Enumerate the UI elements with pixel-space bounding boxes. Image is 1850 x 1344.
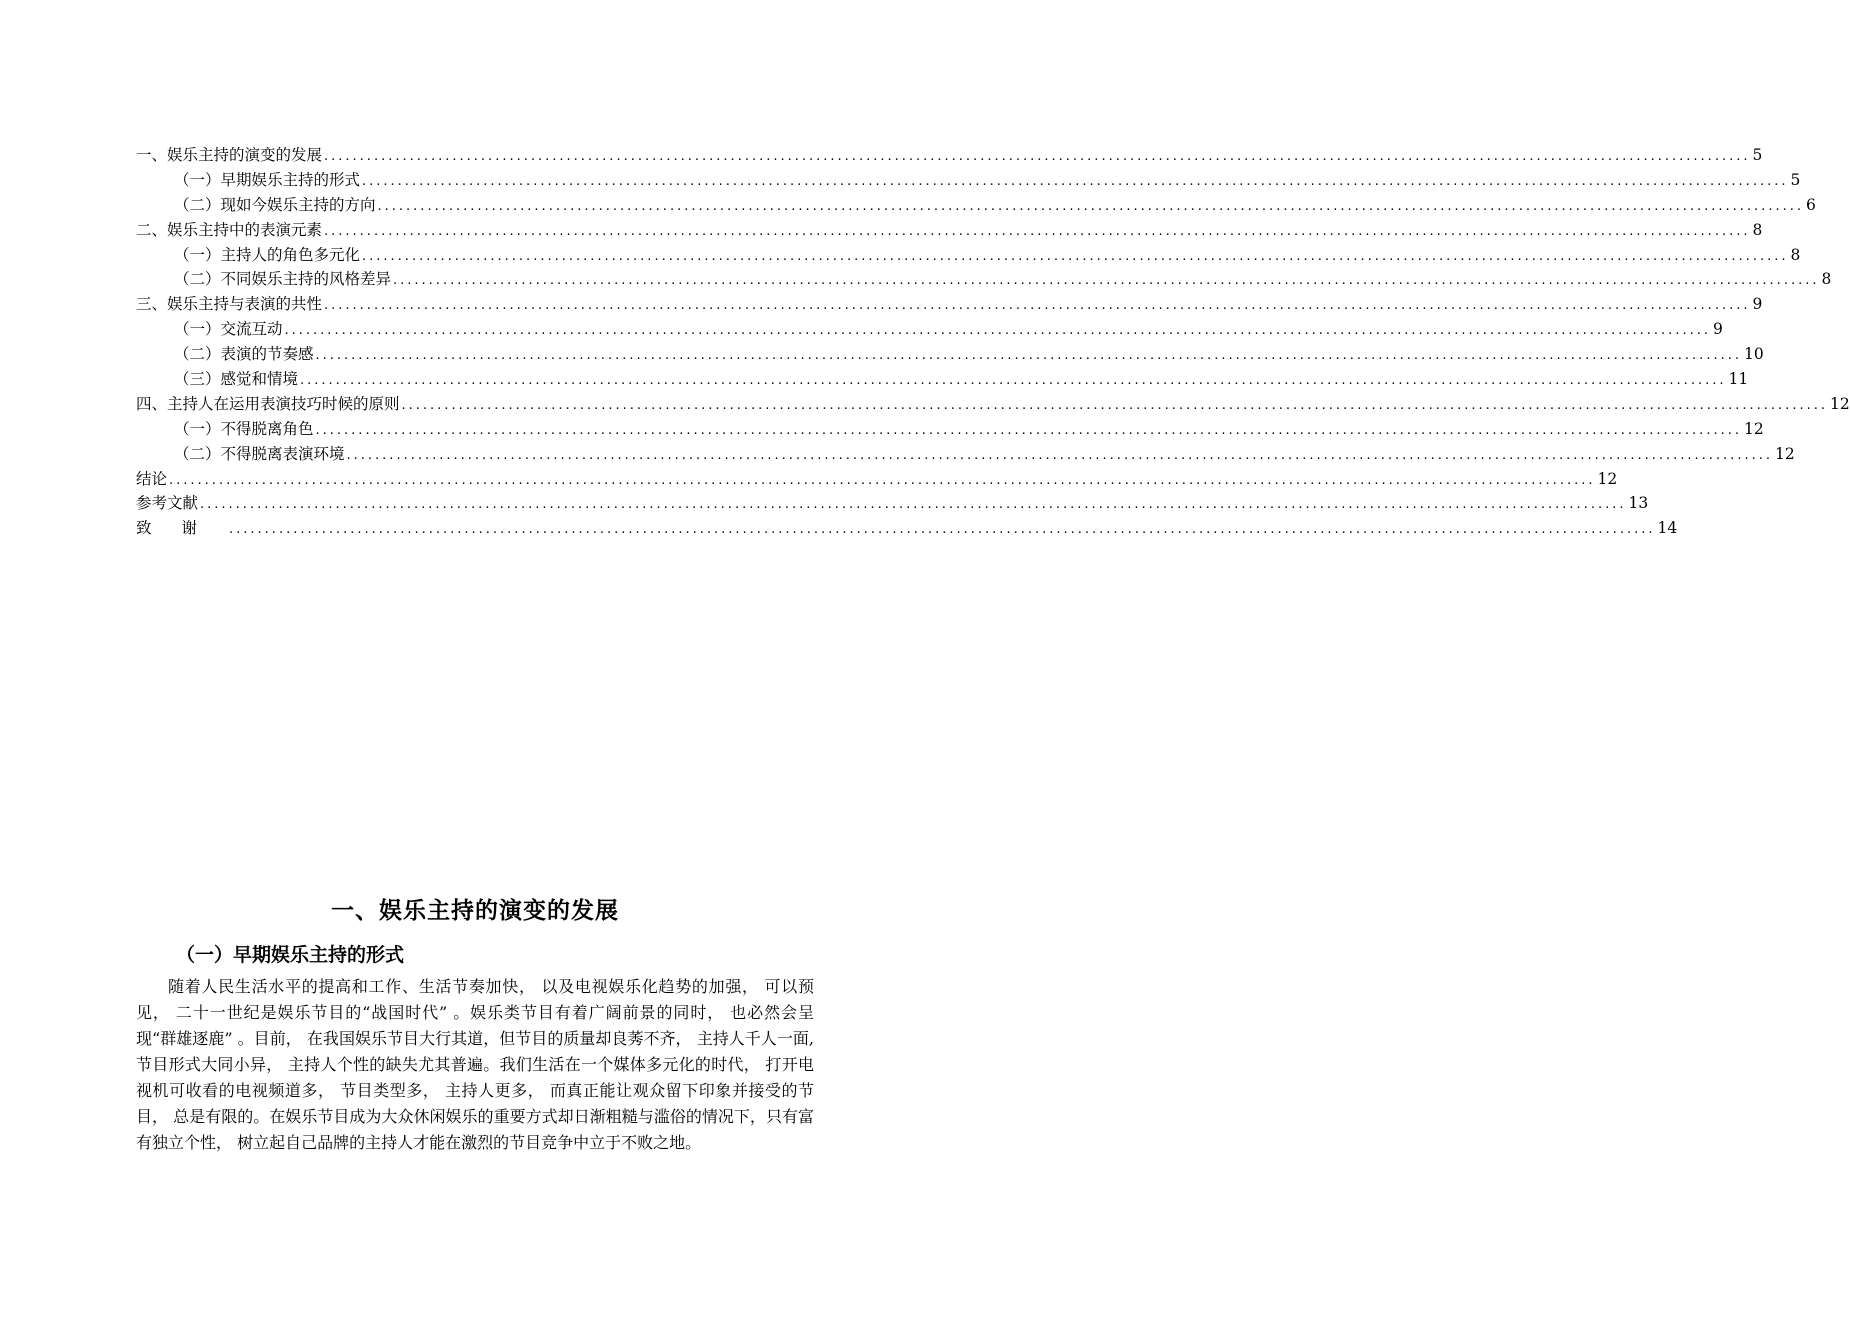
- toc-leader-dots: ........................................................................................................................................................................................................: [300, 373, 1727, 389]
- toc-leader-dots: ........................................................................................................................................................................................................: [324, 149, 1751, 164]
- toc-entry-title: 结论: [136, 469, 168, 488]
- toc-entry-page: 5: [1790, 170, 1801, 189]
- toc-entry-title: 参考文献: [136, 494, 199, 513]
- toc-leader-dots: ........................................................................................................................................................................................................: [200, 497, 1627, 513]
- toc-entry-page: 9: [1752, 295, 1763, 314]
- toc-entry-title: （一）早期娱乐主持的形式: [174, 170, 361, 189]
- toc-entry-title: （二）表演的节奏感: [174, 345, 314, 364]
- toc-entry-title: （一）不得脱离角色: [174, 419, 314, 438]
- body-paragraph: 随着人民生活水平的提高和工作、生活节奏加快， 以及电视娱乐化趋势的加强， 可以预见， 二十一世纪是娱乐节目的“战国时代” 。娱乐类节目有着广阔前景的同时， 也必然会呈现“群雄逐鹿” 。目前， 在我国娱乐节目大行其道，但节目的质量却良莠不齐， 主持人千人一面,节目形式大同小异， 主持人个性的缺失尤其普遍。我们生活在一个媒体多元化的时代， 打开电视机可收看的电视频道多， 节目类型多， 主持人更多， 而真正能让观众留下印象并接受的节目， 总是有限的。在娱乐节目成为大众休闲娱乐的重要方式却日渐粗糙与滥俗的情况下，只有富有独立个性， 树立起自己品牌的主持人才能在激烈的节目竞争中立于不败之地。: [136, 977, 814, 1152]
- toc-entry[interactable]: [136, 491, 1649, 516]
- toc-entry[interactable]: [136, 317, 1723, 342]
- toc-entry-page: 14: [1657, 519, 1678, 538]
- toc-entry-page: 12: [1743, 419, 1764, 438]
- toc-leader-dots: ........................................................................................................................................................................................................: [229, 522, 1656, 538]
- toc-entry[interactable]: [136, 143, 1763, 168]
- table-of-contents: [136, 143, 1850, 541]
- toc-entry-page: 6: [1805, 195, 1816, 214]
- toc-entry-title: （一）交流互动: [174, 320, 283, 339]
- toc-entry[interactable]: [136, 168, 1801, 193]
- toc-entry[interactable]: [136, 417, 1764, 442]
- toc-entry-title: （二）不同娱乐主持的风格差异: [174, 270, 392, 289]
- toc-entry-page: 10: [1743, 345, 1764, 364]
- toc-entry[interactable]: [136, 267, 1832, 292]
- toc-leader-dots: ........................................................................................................................................................................................................: [401, 397, 1828, 413]
- toc-entry-page: 8: [1790, 245, 1801, 264]
- toc-entry[interactable]: [136, 292, 1763, 317]
- toc-leader-dots: ........................................................................................................................................................................................................: [169, 472, 1596, 488]
- toc-entry-title: （一）主持人的角色多元化: [174, 245, 361, 264]
- toc-entry[interactable]: [136, 342, 1764, 367]
- toc-entry-page: 8: [1821, 270, 1832, 289]
- toc-entry[interactable]: [136, 193, 1816, 218]
- toc-entry-page: 11: [1728, 370, 1749, 389]
- toc-leader-dots: ........................................................................................................................................................................................................: [393, 273, 1820, 289]
- toc-leader-dots: ........................................................................................................................................................................................................: [315, 422, 1742, 438]
- toc-entry-page: 12: [1597, 469, 1618, 488]
- toc-leader-dots: ........................................................................................................................................................................................................: [324, 298, 1751, 314]
- chapter-title: 一、娱乐主持的演变的发展: [331, 898, 619, 924]
- toc-entry-title: 三、娱乐主持与表演的共性: [136, 295, 323, 314]
- toc-entry-page: 12: [1774, 444, 1795, 463]
- toc-entry-title: （二）现如今娱乐主持的方向: [174, 195, 376, 214]
- toc-entry-title: 致谢: [136, 519, 228, 538]
- toc-leader-dots: ........................................................................................................................................................................................................: [324, 223, 1751, 239]
- toc-entry[interactable]: [136, 367, 1749, 392]
- section-title: （一）早期娱乐主持的形式: [176, 944, 405, 966]
- toc-entry-page: 8: [1752, 220, 1763, 239]
- toc-entry-title: （三）感觉和情境: [174, 370, 299, 389]
- toc-leader-dots: ........................................................................................................................................................................................................: [315, 348, 1742, 364]
- toc-leader-dots: ........................................................................................................................................................................................................: [377, 198, 1804, 214]
- toc-entry-title: 二、娱乐主持中的表演元素: [136, 220, 323, 239]
- toc-entry[interactable]: [136, 243, 1801, 268]
- toc-entry[interactable]: [136, 218, 1763, 243]
- toc-entry[interactable]: [136, 467, 1618, 492]
- toc-entry[interactable]: [136, 516, 1678, 541]
- toc-entry-page: 13: [1628, 494, 1649, 513]
- toc-entry[interactable]: [136, 392, 1850, 417]
- toc-entry-page: 12: [1829, 394, 1850, 413]
- toc-entry-title: （二）不得脱离表演环境: [174, 444, 345, 463]
- toc-leader-dots: ........................................................................................................................................................................................................: [362, 248, 1789, 264]
- toc-entry-page: 5: [1752, 146, 1763, 164]
- toc-leader-dots: ........................................................................................................................................................................................................: [362, 173, 1789, 189]
- toc-leader-dots: ........................................................................................................................................................................................................: [284, 323, 1711, 339]
- toc-entry-title: 四、主持人在运用表演技巧时候的原则: [136, 394, 400, 413]
- toc-entry-title: 一、娱乐主持的演变的发展: [136, 146, 323, 164]
- toc-entry[interactable]: [136, 442, 1795, 467]
- toc-entry-page: 9: [1712, 320, 1723, 339]
- toc-leader-dots: ........................................................................................................................................................................................................: [346, 447, 1773, 463]
